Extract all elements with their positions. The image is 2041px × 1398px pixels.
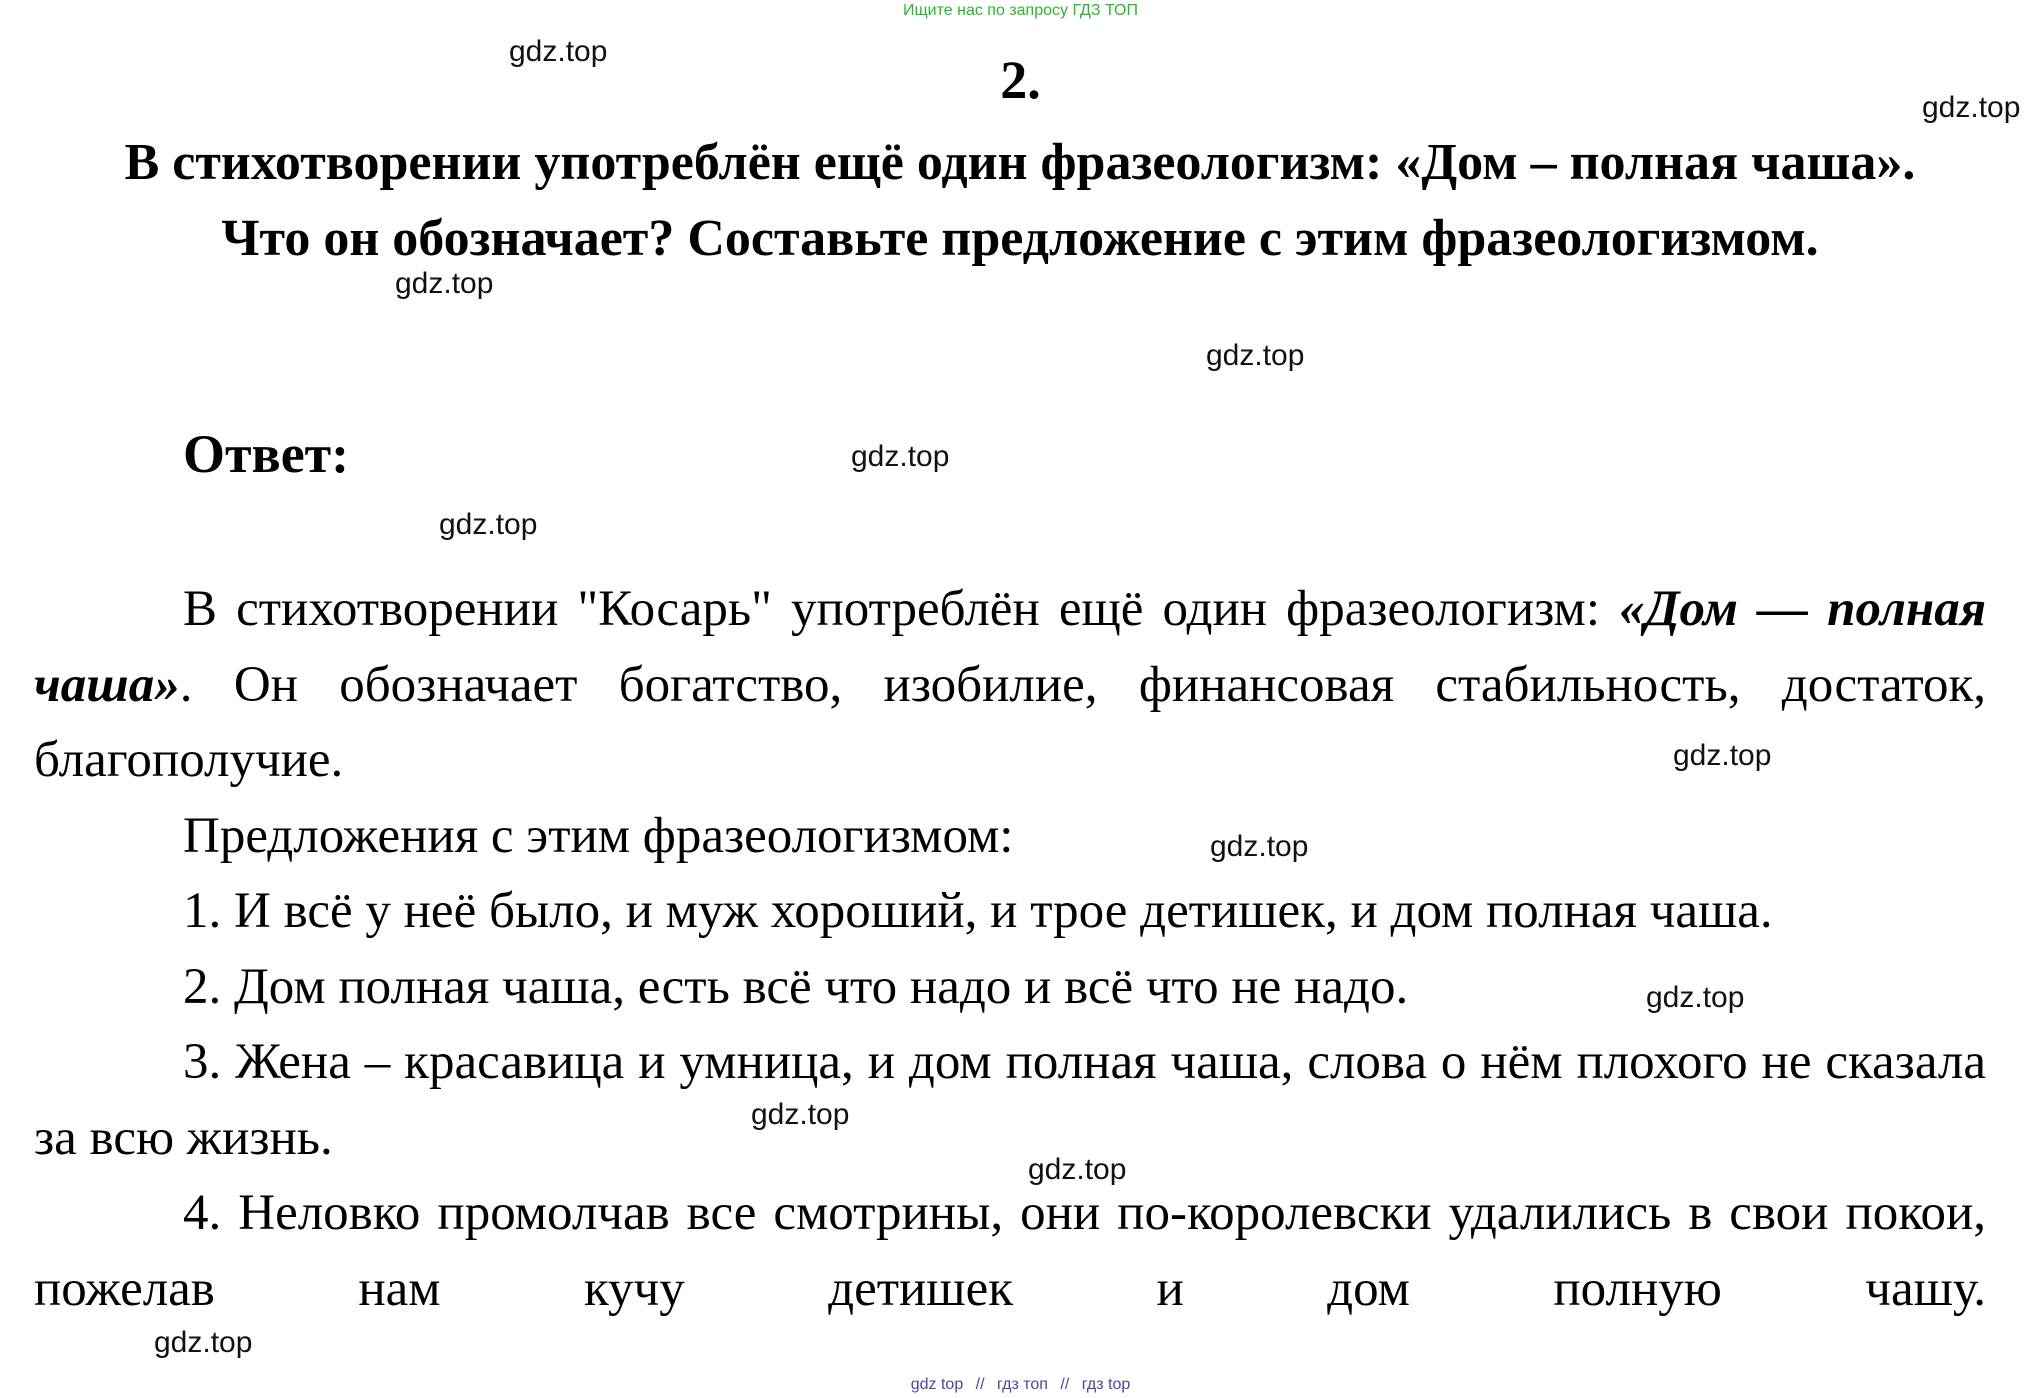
- watermark: gdz.top: [1922, 91, 2021, 124]
- task-text: В стихотворении употреблён ещё один фразеологизм: «Дом – полная чаша». Что он обозначает? Составьте предложение с этим фразеологизмом.: [124, 134, 1916, 267]
- answer-label: Ответ:: [183, 424, 350, 484]
- answer-intro-after: . Он обозначает богатство, изобилие, финансовая стабильность, достаток, благополучие.: [34, 656, 1986, 788]
- example-2: 2. Дом полная чаша, есть всё что надо и всё что не надо.: [183, 958, 1409, 1015]
- watermark: gdz.top: [1028, 1153, 1127, 1186]
- watermark: gdz.top: [439, 508, 538, 541]
- watermark: gdz.top: [509, 35, 608, 68]
- watermark: gdz.top: [851, 440, 950, 473]
- answer-intro-before: В стихотворении "Косарь" употреблён ещё один фразеологизм:: [183, 581, 1620, 637]
- example-1: 1. И всё у неё было, и муж хороший, и трое детишек, и дом полная чаша.: [183, 883, 1773, 939]
- watermark: gdz.top: [154, 1326, 253, 1359]
- watermark: gdz.top: [1210, 830, 1309, 863]
- footer-link-gdz-top[interactable]: gdz top: [910, 1376, 964, 1393]
- watermark: gdz.top: [751, 1098, 850, 1131]
- top-banner[interactable]: Ищите нас по запросу ГДЗ ТОП: [903, 2, 1138, 19]
- phraseologism: «Дом — полная чаша»: [34, 581, 1987, 713]
- watermark: gdz.top: [395, 267, 494, 300]
- footer-separator: //: [1060, 1376, 1070, 1393]
- watermark: gdz.top: [1646, 981, 1745, 1014]
- examples-heading: Предложения с этим фразеологизмом:: [183, 807, 1014, 864]
- watermark: gdz.top: [1206, 339, 1305, 372]
- watermark: gdz.top: [1673, 739, 1772, 772]
- footer-separator: //: [975, 1376, 985, 1393]
- answer-body: [34, 572, 1986, 1327]
- task-number: 2.: [1000, 50, 1041, 110]
- example-3: 3. Жена – красавица и умница, и дом полная чаша, слова о нём плохого не сказала за всю жизнь.: [34, 1034, 1986, 1166]
- example-4: 4. Неловко промолчав все смотрины, они по-королевски удалились в свои покои, пожелав нам кучу детишек и дом полную чашу.: [34, 1185, 1986, 1317]
- footer-links: [0, 1376, 2041, 1394]
- footer-link-gdz-top-ru[interactable]: гдз топ: [997, 1376, 1048, 1393]
- footer-link-gdz-top-mixed[interactable]: гдз top: [1081, 1376, 1131, 1393]
